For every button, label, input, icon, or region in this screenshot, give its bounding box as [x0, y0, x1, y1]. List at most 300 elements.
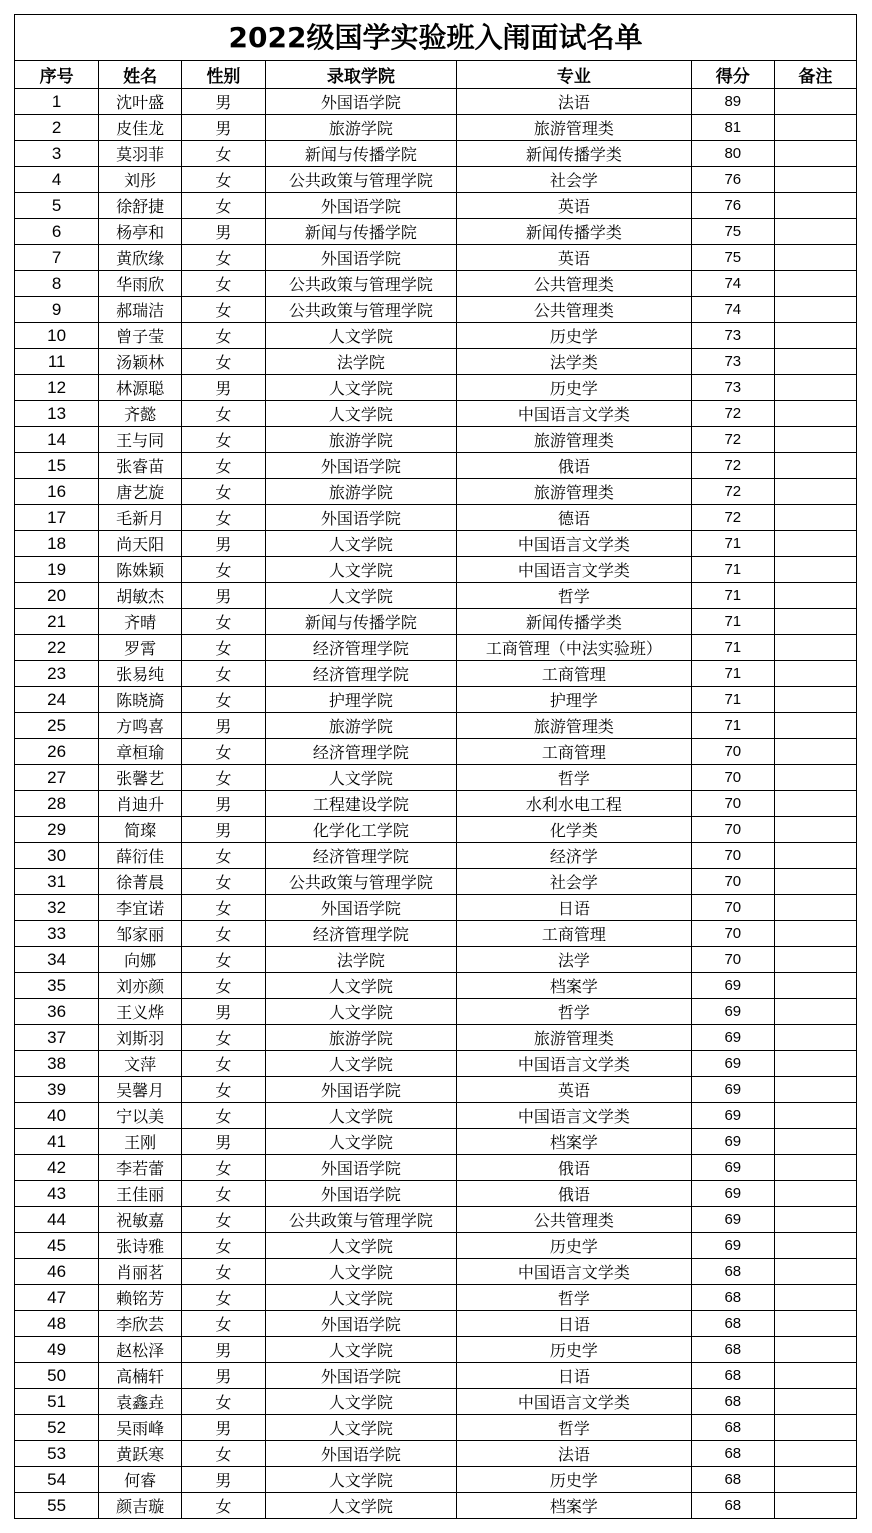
cell-college: 人文学院	[265, 1337, 456, 1363]
table-row	[15, 687, 856, 713]
table-row	[15, 661, 856, 687]
cell-major: 法学	[456, 947, 691, 973]
cell-name: 何睿	[99, 1467, 182, 1493]
cell-gender: 男	[182, 219, 266, 245]
cell-college: 外国语学院	[265, 453, 456, 479]
cell-seq: 55	[15, 1493, 99, 1519]
cell-college: 人文学院	[265, 375, 456, 401]
cell-gender: 女	[182, 271, 266, 297]
cell-major: 日语	[456, 895, 691, 921]
cell-remark	[774, 323, 856, 349]
cell-seq: 29	[15, 817, 99, 843]
cell-score: 70	[691, 817, 774, 843]
cell-gender: 女	[182, 297, 266, 323]
cell-name: 齐晴	[99, 609, 182, 635]
table-row	[15, 947, 856, 973]
cell-college: 外国语学院	[265, 895, 456, 921]
cell-score: 70	[691, 921, 774, 947]
table-row	[15, 349, 856, 375]
cell-name: 王刚	[99, 1129, 182, 1155]
cell-score: 70	[691, 843, 774, 869]
cell-seq: 42	[15, 1155, 99, 1181]
cell-college: 旅游学院	[265, 479, 456, 505]
cell-college: 经济管理学院	[265, 843, 456, 869]
roster-sheet	[14, 14, 857, 1519]
cell-score: 71	[691, 583, 774, 609]
cell-score: 76	[691, 167, 774, 193]
cell-remark	[774, 791, 856, 817]
cell-gender: 男	[182, 1337, 266, 1363]
cell-remark	[774, 219, 856, 245]
roster-body	[15, 89, 856, 1519]
cell-name: 向娜	[99, 947, 182, 973]
cell-gender: 女	[182, 479, 266, 505]
cell-major: 经济学	[456, 843, 691, 869]
cell-name: 华雨欣	[99, 271, 182, 297]
cell-score: 68	[691, 1493, 774, 1519]
cell-gender: 女	[182, 635, 266, 661]
cell-college: 旅游学院	[265, 427, 456, 453]
table-row	[15, 973, 856, 999]
cell-seq: 43	[15, 1181, 99, 1207]
cell-seq: 37	[15, 1025, 99, 1051]
cell-name: 刘彤	[99, 167, 182, 193]
cell-remark	[774, 1025, 856, 1051]
cell-remark	[774, 1207, 856, 1233]
cell-score: 71	[691, 557, 774, 583]
cell-score: 68	[691, 1285, 774, 1311]
cell-college: 经济管理学院	[265, 921, 456, 947]
cell-score: 70	[691, 765, 774, 791]
cell-remark	[774, 1181, 856, 1207]
cell-college: 公共政策与管理学院	[265, 167, 456, 193]
cell-major: 旅游管理类	[456, 479, 691, 505]
header-college: 录取学院	[265, 61, 456, 89]
table-row	[15, 401, 856, 427]
cell-seq: 8	[15, 271, 99, 297]
cell-major: 公共管理类	[456, 271, 691, 297]
header-row	[15, 61, 856, 89]
cell-remark	[774, 1285, 856, 1311]
cell-score: 76	[691, 193, 774, 219]
cell-major: 社会学	[456, 869, 691, 895]
cell-major: 俄语	[456, 1155, 691, 1181]
cell-gender: 女	[182, 921, 266, 947]
cell-college: 外国语学院	[265, 193, 456, 219]
cell-remark	[774, 453, 856, 479]
cell-major: 旅游管理类	[456, 713, 691, 739]
cell-seq: 48	[15, 1311, 99, 1337]
header-major: 专业	[456, 61, 691, 89]
cell-score: 69	[691, 1051, 774, 1077]
cell-college: 人文学院	[265, 1051, 456, 1077]
cell-college: 新闻与传播学院	[265, 219, 456, 245]
cell-gender: 女	[182, 1181, 266, 1207]
cell-seq: 18	[15, 531, 99, 557]
table-row	[15, 1285, 856, 1311]
cell-seq: 11	[15, 349, 99, 375]
cell-seq: 45	[15, 1233, 99, 1259]
cell-remark	[774, 1441, 856, 1467]
cell-major: 化学类	[456, 817, 691, 843]
cell-score: 71	[691, 609, 774, 635]
cell-remark	[774, 193, 856, 219]
cell-seq: 32	[15, 895, 99, 921]
cell-gender: 女	[182, 505, 266, 531]
cell-gender: 女	[182, 609, 266, 635]
cell-score: 72	[691, 401, 774, 427]
cell-seq: 53	[15, 1441, 99, 1467]
cell-seq: 36	[15, 999, 99, 1025]
cell-remark	[774, 505, 856, 531]
cell-name: 齐懿	[99, 401, 182, 427]
cell-gender: 女	[182, 557, 266, 583]
cell-remark	[774, 869, 856, 895]
cell-remark	[774, 89, 856, 115]
table-row	[15, 999, 856, 1025]
cell-college: 外国语学院	[265, 1077, 456, 1103]
cell-remark	[774, 271, 856, 297]
cell-remark	[774, 973, 856, 999]
table-row	[15, 635, 856, 661]
cell-score: 70	[691, 739, 774, 765]
cell-remark	[774, 531, 856, 557]
table-row	[15, 297, 856, 323]
cell-college: 人文学院	[265, 999, 456, 1025]
cell-college: 人文学院	[265, 583, 456, 609]
cell-gender: 女	[182, 1259, 266, 1285]
cell-gender: 女	[182, 869, 266, 895]
cell-gender: 女	[182, 1077, 266, 1103]
cell-major: 俄语	[456, 1181, 691, 1207]
cell-name: 肖迪升	[99, 791, 182, 817]
cell-college: 外国语学院	[265, 1311, 456, 1337]
cell-gender: 女	[182, 739, 266, 765]
table-row	[15, 1077, 856, 1103]
table-row	[15, 271, 856, 297]
table-row	[15, 375, 856, 401]
cell-gender: 男	[182, 1467, 266, 1493]
cell-name: 陈姝颖	[99, 557, 182, 583]
cell-remark	[774, 401, 856, 427]
cell-college: 经济管理学院	[265, 635, 456, 661]
cell-major: 法学类	[456, 349, 691, 375]
cell-name: 李若蕾	[99, 1155, 182, 1181]
cell-college: 外国语学院	[265, 1441, 456, 1467]
cell-major: 英语	[456, 245, 691, 271]
cell-score: 68	[691, 1415, 774, 1441]
table-row	[15, 479, 856, 505]
cell-seq: 33	[15, 921, 99, 947]
cell-name: 赵松泽	[99, 1337, 182, 1363]
cell-seq: 38	[15, 1051, 99, 1077]
cell-college: 公共政策与管理学院	[265, 1207, 456, 1233]
table-row	[15, 765, 856, 791]
cell-college: 公共政策与管理学院	[265, 271, 456, 297]
cell-remark	[774, 921, 856, 947]
cell-remark	[774, 713, 856, 739]
table-row	[15, 583, 856, 609]
cell-seq: 19	[15, 557, 99, 583]
cell-name: 邹家丽	[99, 921, 182, 947]
cell-major: 历史学	[456, 1337, 691, 1363]
cell-name: 方鸣喜	[99, 713, 182, 739]
cell-name: 颜吉璇	[99, 1493, 182, 1519]
cell-remark	[774, 999, 856, 1025]
cell-seq: 22	[15, 635, 99, 661]
cell-major: 英语	[456, 1077, 691, 1103]
cell-name: 赖铭芳	[99, 1285, 182, 1311]
table-row	[15, 1467, 856, 1493]
cell-score: 74	[691, 297, 774, 323]
cell-remark	[774, 1129, 856, 1155]
cell-gender: 女	[182, 765, 266, 791]
table-row	[15, 1363, 856, 1389]
header-score: 得分	[691, 61, 774, 89]
cell-college: 法学院	[265, 349, 456, 375]
cell-seq: 49	[15, 1337, 99, 1363]
table-row	[15, 1493, 856, 1519]
cell-college: 人文学院	[265, 1493, 456, 1519]
cell-name: 罗霄	[99, 635, 182, 661]
cell-gender: 女	[182, 895, 266, 921]
table-row	[15, 1311, 856, 1337]
cell-gender: 女	[182, 401, 266, 427]
cell-name: 高楠轩	[99, 1363, 182, 1389]
cell-score: 69	[691, 1129, 774, 1155]
cell-remark	[774, 1415, 856, 1441]
cell-seq: 17	[15, 505, 99, 531]
cell-major: 历史学	[456, 1233, 691, 1259]
cell-seq: 4	[15, 167, 99, 193]
cell-gender: 女	[182, 193, 266, 219]
cell-gender: 男	[182, 999, 266, 1025]
cell-major: 英语	[456, 193, 691, 219]
cell-college: 人文学院	[265, 1233, 456, 1259]
cell-name: 沈叶盛	[99, 89, 182, 115]
cell-name: 毛新月	[99, 505, 182, 531]
cell-score: 70	[691, 895, 774, 921]
cell-gender: 女	[182, 141, 266, 167]
cell-gender: 女	[182, 973, 266, 999]
cell-remark	[774, 1389, 856, 1415]
cell-name: 曾子莹	[99, 323, 182, 349]
cell-name: 徐菁晨	[99, 869, 182, 895]
cell-remark	[774, 1155, 856, 1181]
cell-remark	[774, 609, 856, 635]
cell-score: 68	[691, 1441, 774, 1467]
cell-gender: 女	[182, 1389, 266, 1415]
table-row	[15, 1389, 856, 1415]
cell-college: 化学化工学院	[265, 817, 456, 843]
cell-major: 历史学	[456, 1467, 691, 1493]
cell-college: 旅游学院	[265, 1025, 456, 1051]
roster-table	[15, 61, 856, 1518]
cell-gender: 女	[182, 1025, 266, 1051]
cell-score: 70	[691, 791, 774, 817]
cell-seq: 9	[15, 297, 99, 323]
cell-score: 73	[691, 323, 774, 349]
table-row	[15, 115, 856, 141]
cell-major: 工商管理	[456, 739, 691, 765]
cell-seq: 20	[15, 583, 99, 609]
cell-college: 人文学院	[265, 1259, 456, 1285]
cell-major: 中国语言文学类	[456, 1259, 691, 1285]
cell-college: 人文学院	[265, 1467, 456, 1493]
cell-remark	[774, 661, 856, 687]
cell-college: 经济管理学院	[265, 739, 456, 765]
cell-seq: 14	[15, 427, 99, 453]
cell-college: 人文学院	[265, 1389, 456, 1415]
cell-name: 吴馨月	[99, 1077, 182, 1103]
cell-score: 69	[691, 999, 774, 1025]
table-row	[15, 921, 856, 947]
cell-major: 旅游管理类	[456, 427, 691, 453]
cell-score: 72	[691, 479, 774, 505]
cell-seq: 12	[15, 375, 99, 401]
cell-score: 69	[691, 1025, 774, 1051]
cell-score: 69	[691, 973, 774, 999]
cell-seq: 25	[15, 713, 99, 739]
cell-remark	[774, 297, 856, 323]
cell-gender: 女	[182, 453, 266, 479]
cell-college: 经济管理学院	[265, 661, 456, 687]
table-row	[15, 869, 856, 895]
cell-gender: 男	[182, 375, 266, 401]
cell-name: 黄欣缘	[99, 245, 182, 271]
cell-major: 哲学	[456, 765, 691, 791]
cell-gender: 男	[182, 583, 266, 609]
cell-score: 71	[691, 661, 774, 687]
cell-college: 人文学院	[265, 531, 456, 557]
cell-major: 新闻传播学类	[456, 219, 691, 245]
cell-gender: 女	[182, 245, 266, 271]
cell-score: 71	[691, 531, 774, 557]
cell-score: 72	[691, 427, 774, 453]
cell-name: 张易纯	[99, 661, 182, 687]
cell-college: 公共政策与管理学院	[265, 297, 456, 323]
table-row	[15, 427, 856, 453]
cell-seq: 16	[15, 479, 99, 505]
cell-gender: 男	[182, 531, 266, 557]
cell-remark	[774, 739, 856, 765]
cell-college: 新闻与传播学院	[265, 609, 456, 635]
cell-gender: 女	[182, 1311, 266, 1337]
header-remark: 备注	[774, 61, 856, 89]
cell-remark	[774, 1051, 856, 1077]
cell-gender: 女	[182, 323, 266, 349]
cell-college: 人文学院	[265, 1285, 456, 1311]
cell-score: 69	[691, 1207, 774, 1233]
cell-major: 工商管理	[456, 921, 691, 947]
cell-name: 章桓瑜	[99, 739, 182, 765]
cell-remark	[774, 427, 856, 453]
cell-seq: 52	[15, 1415, 99, 1441]
cell-name: 简璨	[99, 817, 182, 843]
table-row	[15, 557, 856, 583]
cell-seq: 35	[15, 973, 99, 999]
cell-gender: 男	[182, 1415, 266, 1441]
cell-gender: 女	[182, 843, 266, 869]
cell-name: 张诗雅	[99, 1233, 182, 1259]
cell-name: 王与同	[99, 427, 182, 453]
cell-name: 肖丽茗	[99, 1259, 182, 1285]
cell-remark	[774, 479, 856, 505]
cell-gender: 女	[182, 1155, 266, 1181]
cell-score: 71	[691, 687, 774, 713]
cell-remark	[774, 583, 856, 609]
cell-gender: 男	[182, 817, 266, 843]
cell-major: 哲学	[456, 1285, 691, 1311]
cell-remark	[774, 349, 856, 375]
sheet-title: 2022级国学实验班入闱面试名单	[15, 15, 856, 61]
cell-major: 哲学	[456, 1415, 691, 1441]
cell-gender: 男	[182, 1363, 266, 1389]
cell-gender: 女	[182, 1285, 266, 1311]
cell-score: 68	[691, 1389, 774, 1415]
cell-gender: 女	[182, 1051, 266, 1077]
cell-name: 王义烨	[99, 999, 182, 1025]
cell-college: 旅游学院	[265, 713, 456, 739]
cell-major: 中国语言文学类	[456, 1051, 691, 1077]
cell-score: 73	[691, 349, 774, 375]
cell-college: 人文学院	[265, 1103, 456, 1129]
cell-seq: 40	[15, 1103, 99, 1129]
cell-college: 公共政策与管理学院	[265, 869, 456, 895]
cell-remark	[774, 1493, 856, 1519]
cell-score: 89	[691, 89, 774, 115]
cell-seq: 50	[15, 1363, 99, 1389]
cell-score: 69	[691, 1181, 774, 1207]
cell-college: 人文学院	[265, 1129, 456, 1155]
cell-seq: 30	[15, 843, 99, 869]
table-row	[15, 791, 856, 817]
cell-remark	[774, 1233, 856, 1259]
cell-major: 工商管理	[456, 661, 691, 687]
cell-college: 外国语学院	[265, 1181, 456, 1207]
cell-major: 日语	[456, 1311, 691, 1337]
cell-seq: 1	[15, 89, 99, 115]
table-row	[15, 713, 856, 739]
cell-college: 外国语学院	[265, 89, 456, 115]
cell-score: 71	[691, 713, 774, 739]
cell-major: 档案学	[456, 973, 691, 999]
cell-remark	[774, 557, 856, 583]
cell-college: 人文学院	[265, 557, 456, 583]
cell-remark	[774, 1077, 856, 1103]
cell-score: 70	[691, 869, 774, 895]
cell-major: 护理学	[456, 687, 691, 713]
cell-college: 外国语学院	[265, 505, 456, 531]
cell-major: 档案学	[456, 1493, 691, 1519]
cell-remark	[774, 167, 856, 193]
table-row	[15, 609, 856, 635]
cell-college: 人文学院	[265, 973, 456, 999]
cell-gender: 男	[182, 89, 266, 115]
table-row	[15, 1441, 856, 1467]
cell-remark	[774, 895, 856, 921]
cell-seq: 15	[15, 453, 99, 479]
cell-major: 新闻传播学类	[456, 141, 691, 167]
cell-name: 唐艺旋	[99, 479, 182, 505]
cell-seq: 13	[15, 401, 99, 427]
table-row	[15, 1337, 856, 1363]
cell-seq: 5	[15, 193, 99, 219]
cell-name: 刘亦颜	[99, 973, 182, 999]
cell-remark	[774, 115, 856, 141]
cell-score: 74	[691, 271, 774, 297]
cell-name: 宁以美	[99, 1103, 182, 1129]
